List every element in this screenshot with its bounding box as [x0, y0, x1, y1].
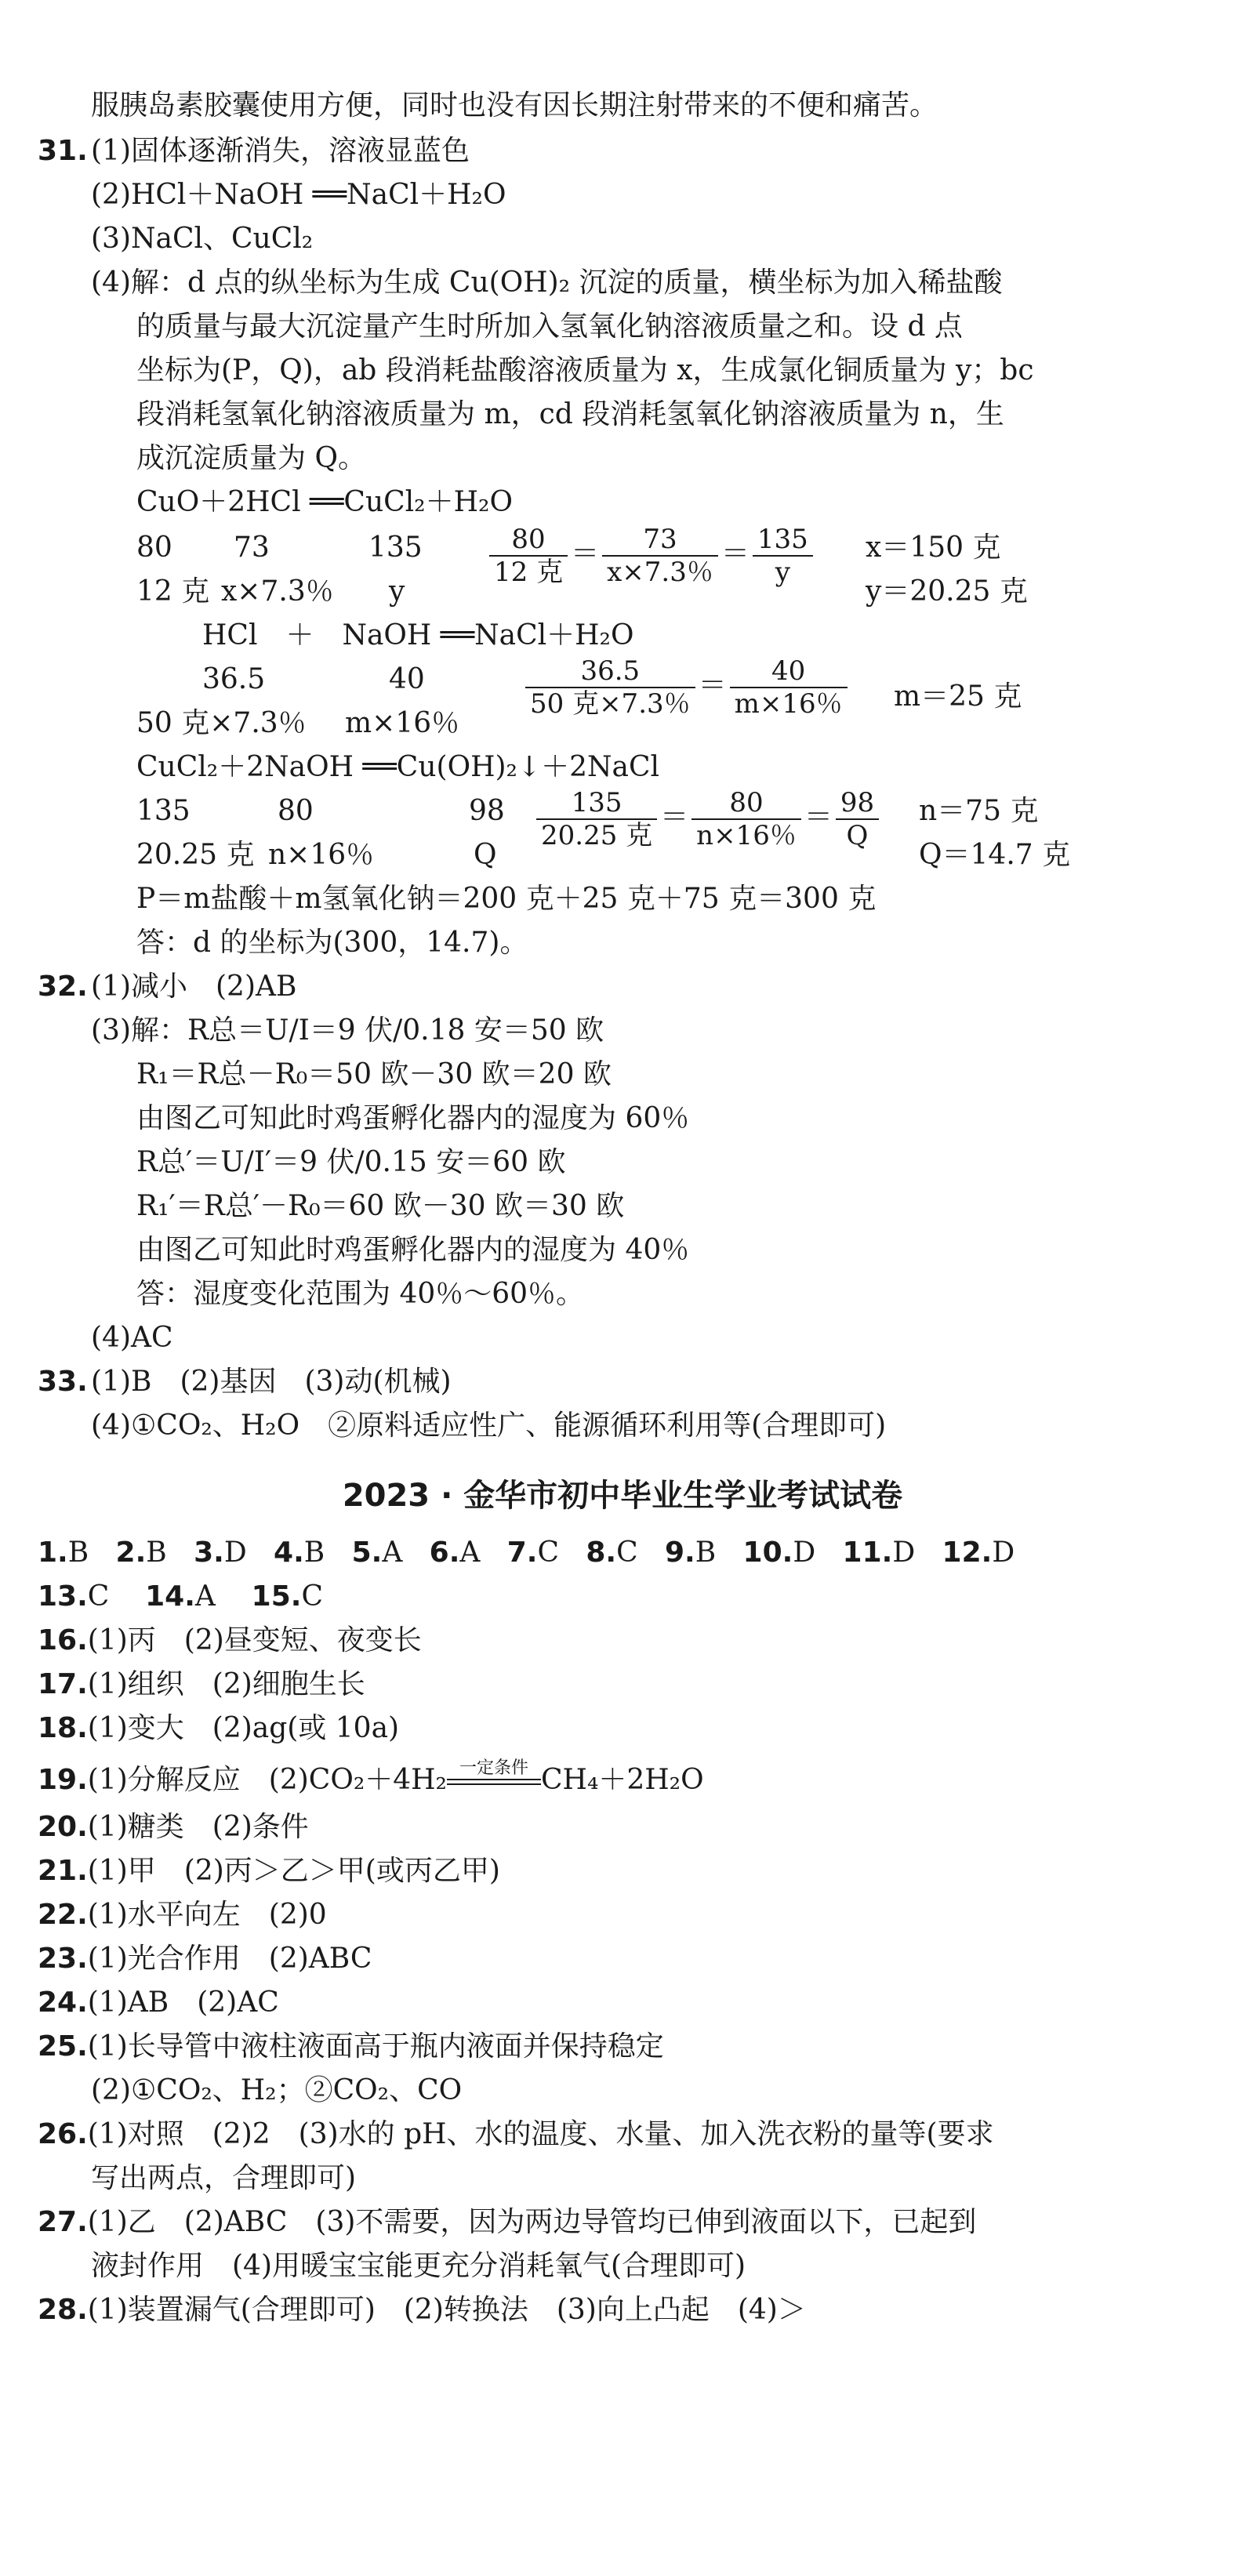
q31-answer-4-line2: 的质量与最大沉淀量产生时所加入氢氧化钠溶液质量之和。设 d 点	[136, 310, 963, 343]
answer-26-line2: 写出两点，合理即可)	[91, 2162, 357, 2194]
answer-18: 18.(1)变大 (2)ag(或 10a)	[38, 1712, 400, 1744]
mc-item: 5.A	[351, 1537, 403, 1569]
q33-answer-2: (4)①CO₂、H₂O ②原料适应性广、能源循环利用等(合理即可)	[91, 1410, 887, 1442]
q32-answer-3-line3: 由图乙可知此时鸡蛋孵化器内的湿度为 60％	[136, 1102, 690, 1134]
mc-item: 14.A	[145, 1580, 216, 1613]
question-number-32: 32.	[38, 971, 88, 1003]
eq2-result-m: m＝25 克	[894, 680, 1022, 713]
eq1-coef: 73	[234, 532, 270, 564]
q31-conclusion: 答：d 的坐标为(300，14.7)。	[136, 927, 528, 959]
mc-row-2	[38, 1579, 323, 1615]
eq2-mass: m×16％	[345, 707, 460, 739]
continuation-line: 服胰岛素胶囊使用方便，同时也没有因长期注射带来的不便和痛苦。	[91, 89, 938, 122]
answer-20: 20.(1)糖类 (2)条件	[38, 1811, 309, 1843]
eq3-mass: Q	[474, 839, 497, 871]
mc-item: 6.A	[429, 1537, 481, 1569]
question-number-31: 31.	[38, 135, 88, 167]
q31-answer-4-line1: (4)解：d 点的纵坐标为生成 Cu(OH)₂ 沉淀的质量，横坐标为加入稀盐酸	[91, 267, 1003, 299]
eq1-mass: y	[389, 575, 405, 608]
mc-item: 11.D	[842, 1537, 916, 1569]
eq3-mass: n×16％	[268, 839, 375, 871]
eq3-mass: 20.25 克	[136, 839, 255, 871]
q32-answer-1: (1)减小 (2)AB	[91, 971, 297, 1003]
eq3-result-n: n＝75 克	[919, 795, 1039, 827]
q32-answer-3-line2: R₁＝R总－R₀＝50 欧－30 欧＝20 欧	[136, 1058, 612, 1090]
eq2-mass: 50 克×7.3％	[136, 707, 307, 739]
reaction-arrow: 一定条件	[447, 1774, 541, 1790]
mc-item: 4.B	[274, 1537, 325, 1569]
mc-item: 1.B	[38, 1537, 89, 1569]
q31-answer-4-line4: 段消耗氢氧化钠溶液质量为 m，cd 段消耗氢氧化钠溶液质量为 n，生	[136, 398, 1004, 430]
eq3-result-q: Q＝14.7 克	[919, 839, 1071, 871]
eq3-coef: 135	[136, 795, 191, 827]
answer-23: 23.(1)光合作用 (2)ABC	[38, 1943, 372, 1975]
question-number-33: 33.	[38, 1366, 88, 1398]
q31-answer-1: (1)固体逐渐消失，溶液显蓝色	[91, 135, 470, 167]
mc-item: 10.D	[742, 1537, 816, 1569]
equation-cuo-hcl: CuO＋2HCl ══CuCl₂＋H₂O	[136, 486, 513, 518]
eq1-mass: 12 克	[136, 575, 210, 608]
answer-26: 26.(1)对照 (2)2 (3)水的 pH、水的温度、水量、加入洗衣粉的量等(要求	[38, 2118, 994, 2150]
section-title: 2023 · 金华市初中毕业生学业考试试卷	[342, 1478, 903, 1514]
q32-answer-3-line5: R₁′＝R总′－R₀＝60 欧－30 欧＝30 欧	[136, 1190, 625, 1222]
q33-answer-1: (1)B (2)基因 (3)动(机械)	[91, 1366, 452, 1398]
q32-answer-3-line1: (3)解：R总＝U/I＝9 伏/0.18 安＝50 欧	[91, 1014, 604, 1047]
q32-answer-3-line7: 答：湿度变化范围为 40％～60％。	[136, 1278, 585, 1310]
eq1-coef: 80	[136, 532, 172, 564]
q32-answer-3-line4: R总′＝U/I′＝9 伏/0.15 安＝60 欧	[136, 1146, 566, 1178]
mc-item: 9.B	[665, 1537, 717, 1569]
eq2-coef: 40	[389, 663, 425, 695]
eq3-coef: 80	[278, 795, 314, 827]
p-calculation: P＝m盐酸＋m氢氧化钠＝200 克＋25 克＋75 克＝300 克	[136, 883, 877, 915]
answer-28: 28.(1)装置漏气(合理即可) (2)转换法 (3)向上凸起 (4)＞	[38, 2294, 806, 2326]
q31-answer-3: (3)NaCl、CuCl₂	[91, 223, 314, 255]
mc-row-1	[38, 1535, 1015, 1571]
q31-answer-2: (2)HCl＋NaOH ══NaCl＋H₂O	[91, 179, 506, 211]
answer-25: 25.(1)长导管中液柱液面高于瓶内液面并保持稳定	[38, 2030, 664, 2063]
answer-27: 27.(1)乙 (2)ABC (3)不需要，因为两边导管均已伸到液面以下，已起到	[38, 2206, 977, 2238]
eq2-coef: 36.5	[202, 663, 266, 695]
mc-item: 8.C	[586, 1537, 638, 1569]
answer-22: 22.(1)水平向左 (2)0	[38, 1899, 327, 1931]
answer-25-line2: (2)①CO₂、H₂；②CO₂、CO	[91, 2074, 463, 2106]
mc-item: 2.B	[115, 1537, 167, 1569]
equation-hcl-naoh: HCl ＋ NaOH ══NaCl＋H₂O	[202, 619, 634, 651]
eq1-mass: x×7.3％	[221, 575, 334, 608]
mc-item: 7.C	[506, 1537, 560, 1569]
mc-item: 15.C	[251, 1580, 323, 1613]
mc-item: 12.D	[942, 1537, 1015, 1569]
answer-19: 19.(1)分解反应 (2)CO₂＋4H₂ 一定条件 CH₄＋2H₂O	[38, 1758, 704, 1796]
equation-cucl2-naoh: CuCl₂＋2NaOH ══Cu(OH)₂↓＋2NaCl	[136, 751, 660, 783]
eq1-coef: 135	[368, 532, 423, 564]
mc-item: 3.D	[194, 1537, 247, 1569]
q31-answer-4-line3: 坐标为(P，Q)，ab 段消耗盐酸溶液质量为 x，生成氯化铜质量为 y；bc	[136, 354, 1034, 386]
answer-24: 24.(1)AB (2)AC	[38, 1986, 279, 2019]
answer-27-line2: 液封作用 (4)用暖宝宝能更充分消耗氧气(合理即可)	[91, 2250, 746, 2282]
eq1-result-y: y＝20.25 克	[866, 575, 1028, 608]
q32-answer-4: (4)AC	[91, 1322, 173, 1354]
eq1-ratio: $\frac{80}{\text{12 克}}$ ＝ $\frac{73}{x\times 7.3\%}$ ＝ $\frac{135}{y}$	[486, 524, 816, 588]
eq3-coef: 98	[469, 795, 505, 827]
answer-21: 21.(1)甲 (2)丙＞乙＞甲(或丙乙甲)	[38, 1855, 500, 1887]
answer-17: 17.(1)组织 (2)细胞生长	[38, 1668, 365, 1700]
q31-answer-4-line5: 成沉淀质量为 Q。	[136, 442, 366, 474]
eq2-ratio: $\frac{36.5}{\text{50 克×7.3％}}$ ＝ $\frac{40}{m\times 16\%}$	[522, 655, 851, 720]
q32-answer-3-line6: 由图乙可知此时鸡蛋孵化器内的湿度为 40％	[136, 1234, 690, 1266]
eq1-result-x: x＝150 克	[866, 532, 1001, 564]
answer-16: 16.(1)丙 (2)昼变短、夜变长	[38, 1624, 422, 1656]
mc-item: 13.C	[38, 1580, 110, 1613]
eq3-ratio: $\frac{135}{\text{20.25 克}}$ ＝ $\frac{80}{n\times 16\%}$ ＝ $\frac{98}{Q}$	[533, 787, 882, 851]
